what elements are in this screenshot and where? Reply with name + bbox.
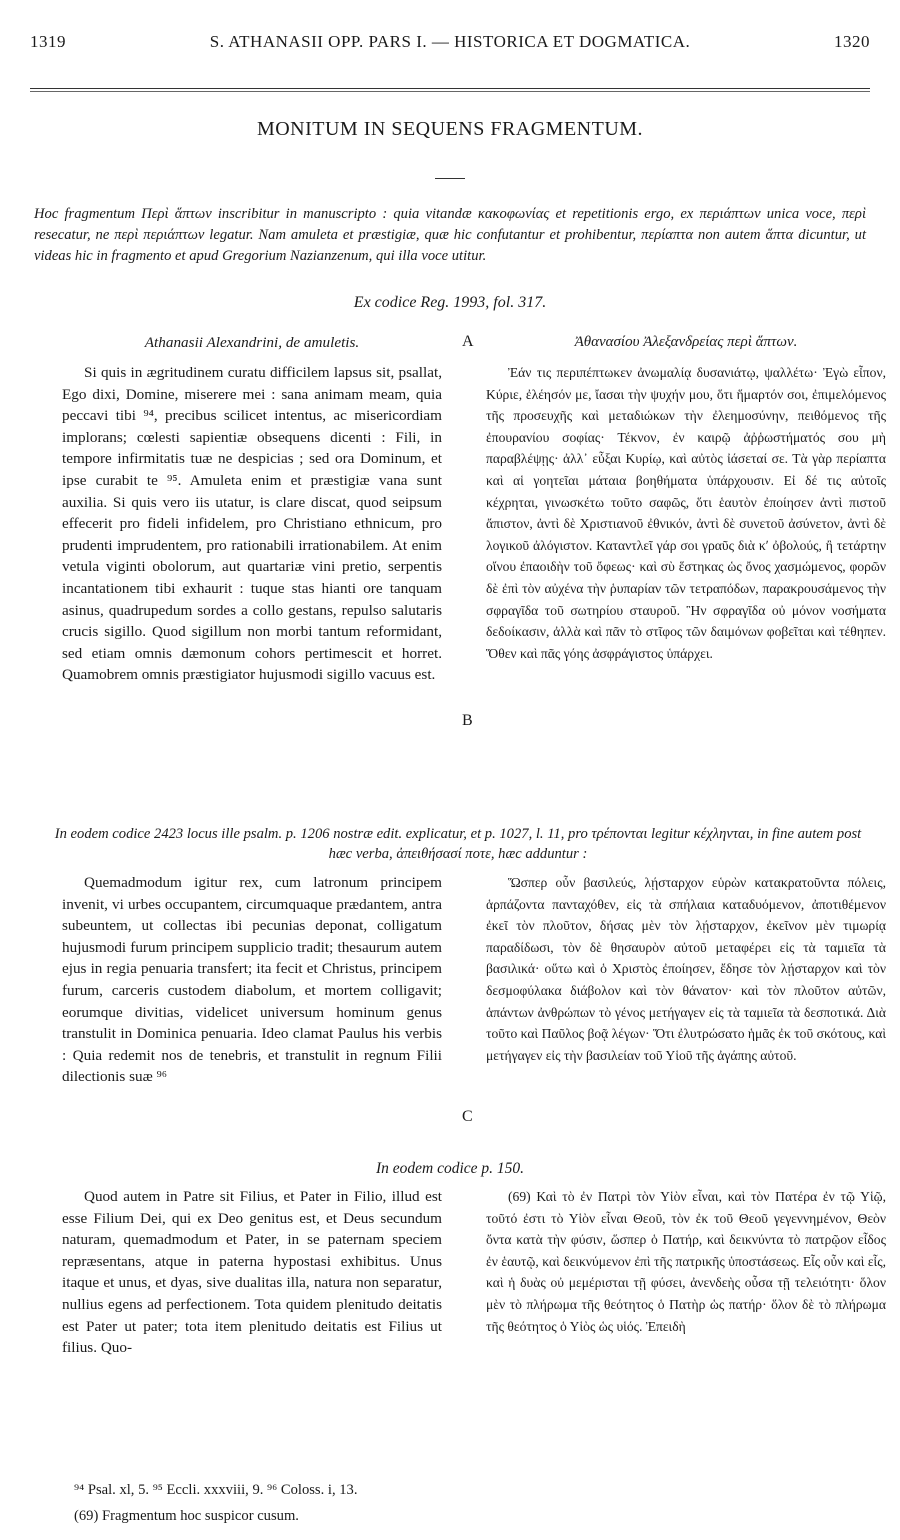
intro-paragraph: Hoc fragmentum Περὶ ἅπτων inscribitur in manuscripto : quia vitandæ κακοφωνίας et repetitionis ergo, ex περιάπτων unica voce, περὶ resecatur, ne περὶ περιάπτων legatur. Nam amuleta et præstigiæ, quæ hic confutantur et prohibentur, περίαπτα non autem ἅπτα dicuntur, ut videas hic in fragmento et apud Gregorium Nazianzenum, qui illa voce utitur. [34,206,866,264]
latin-text-2: Quemadmodum igitur rex, cum latronum principem invenit, vi urbes occupantem, circumquaque prædantem, antra subeuntem, ut collectas ibi pecunias deponat, colligatum hujusmodi furum principem supplicio tradit; thesaurum autem ejus in regia penuaria transfert; ita fecit et Christus, principem furum, carceris custodem diabolum, et mortem colligavit; eorumque divitias, videlicet universum hominum genus transtulit in Dominica penuaria. Ideo clamat Paulus his verbis : Quia redemit nos de tenebris, et transtulit in regnum Filii dilectionis suæ ⁹⁶ [62,874,442,1086]
header-rule [30,88,870,89]
running-title: S. ATHANASII OPP. PARS I. — HISTORICA ET DOGMATICA. [209,32,691,51]
latin-column-3 [62,1186,442,1476]
title-dash [435,178,465,179]
latin-column-1 [62,362,442,814]
greek-text-2: Ὥσπερ οὖν βασιλεύς, λῄσταρχον εὑρὼν κατακρατοῦντα πόλεις, ἁρπάζοντα πανταχόθεν, εἰς τὰ σπήλαια καταδυόμενον, ἀποτιθέμενον ἐκεῖ τὸν πλοῦτον, δήσας μὲν τὸν λῄσταρχον, ἐκεῖνον μὲν τιμωρίᾳ παραδίδωσι, τὸν δὲ θησαυρὸν αὐτοῦ μεταφέρει εἰς τὰ ταμιεῖα τὰ βασιλικά· οὕτω καὶ ὁ Χριστὸς ἐποίησεν, ἔδησε τὸν λῄσταρχον καὶ τὸν δεσμοφύλακα διάβολον καὶ τὸν θάνατον· καὶ τὸν πλοῦτον αὐτῶν, ἁπάντων ἀνθρώπων τὸ γένος μετήγαγεν εἰς τὰ ταμιεῖα τὰ δεσποτικά. Διὰ τοῦτο καὶ Παῦλος βοᾷ λέγων· Ὅτι ἐλυτρώσατο ἡμᾶς ἐκ τοῦ σκότους, καὶ μετήγαγεν εἰς τὴν βασιλείαν τοῦ Υἱοῦ τῆς ἀγάπης αὐτοῦ. [486,875,886,1063]
greek-heading: Ἀθανασίου Ἀλεξανδρείας περὶ ἅπτων. [574,334,798,350]
latin-column-2 [62,872,442,1154]
source-citation: Ex codice Reg. 1993, fol. 317. [353,294,547,311]
sub-source-citation: In eodem codice p. 150. [375,1160,525,1177]
page-title: MONITUM IN SEQUENS FRAGMENTUM. [256,118,644,140]
latin-heading: Athanasii Alexandrini, de amuletis. [144,334,360,351]
latin-text-3: Quod autem in Patre sit Filius, et Pater in Filio, illud est esse Filium Dei, qui ex Deo genitus est, et Deus secundum naturam, quemadmodum et Pater, in se paternam speciem repræsentans, atque in paterna hypostasi exhibitus. Unus itaque et unus, et dyas, sive dualitas illa, natura non separatur, nullius egens ad perfectionem. Tota quidem plenitudo deitatis est Pater ut pater; tota item plenitudo deitatis est Filius ut filius. Quo- [62,1188,442,1357]
page-number-left: 1319 [30,32,66,51]
footnote-refs: ⁹⁴ Psal. xl, 5. ⁹⁵ Eccli. xxxviii, 9. ⁹⁶ Coloss. i, 13. [74,1482,358,1498]
codex-note: In eodem codice 2423 locus ille psalm. p. 1206 nostræ edit. explicatur, et p. 1027, l. 11, pro τρέπονται legitur κέχληνται, in fine autem post hæc verba, ἀπειθήσασί ποτε, hæc adduntur : [54,826,862,862]
greek-text-1: Ἐάν τις περιπέπτωκεν ἀνωμαλίᾳ δυσανιάτῳ, ψαλλέτω· Ἐγὼ εἶπον, Κύριε, ἐλέησόν με, ἴασαι τὴν ψυχήν μου, ὅτι ἥμαρτόν σοι, ἐπιμελόμενος τῆς προσευχῆς καὶ μεταδιώκων τὴν ἐλεημοσύνην, πειθόμενος τῆς ἐπουρανίου σοφίας· Τέκνον, ἐν καιρῷ ἀῤῥωστήματός σου μὴ παραβλέψῃς· ἀλλ᾽ εὖξαι Κυρίῳ, καὶ αὐτὸς ἰάσεταί σε. Τὰ γὰρ περίαπτα καὶ αἱ γοητεῖαι μάταια βοηθήματα ὑπάρχουσιν. Εἰ δέ τις αὐτοῖς κέχρηται, γινωσκέτω τοῦτο σαφῶς, ὅτι ἑαυτὸν ἐποίησεν ἀντὶ πιστοῦ ἄπιστον, ἀντὶ δὲ Χριστιανοῦ ἐθνικόν, ἀντὶ δὲ συνετοῦ ἀσύνετον, ἀντὶ δὲ λογικοῦ ἀλόγιστον. Καταντλεῖ γάρ σοι γραῦς διὰ κʹ ὀβολούς, ἢ τετάρτην οἴνου ἐπαοιδὴν τοῦ ὄφεως· καὶ σὺ ἕστηκας ὡς ὄνος χασμώμενος, φορῶν δὲ ἐπὶ τὸν αὐχένα τὴν ῥυπαρίαν τῶν τετραπόδων, παρακρουσάμενος τὴν σφραγῖδα τοῦ σωτηρίου σταυροῦ. Ἣν σφραγῖδα οὐ μόνον νοσήματα δεδοίκασιν, ἀλλὰ καὶ πᾶν τὸ στῖφος τῶν δαιμόνων φοβεῖται καὶ τέθηπεν. Ὅθεν καὶ πᾶς γόης ἀσφράγιστος ὑπάρχει. [486,365,886,661]
greek-column-1 [486,362,886,814]
greek-column-2 [486,872,886,1154]
latin-text-1: Si quis in ægritudinem curatu difficilem lapsus sit, psallat, Ego dixi, Domine, miserere mei : sana animam meam, quia peccavi tibi ⁹⁴, precibus scilicet intentus, ac misericordiam implorans; cœlesti sapientiæ obsequens dicenti : Fili, in tempore infirmitatis tuæ ne despicias ; sed ora Dominum, et ipse curabit te ⁹⁵. Amuleta enim et præstigiæ vana sunt auxilia. Si quis vero iis utatur, is clare discat, quod seipsum effecerit pro fideli infidelem, pro Christiano ethnicum, pro prudenti imprudentem, pro rationabili irrationabilem. At enim vetula viginti obolorum, aut quartariæ vini pretio, serpentis incantationem tibi exhaurit : tuque stas hianti ore tanquam asinus, quadrupedum sordes a collo gestans, repulso salutaris crucis sigillo. Quod sigillum non morbi tantum reformidant, sed etiam omnis dæmonum cohors pertimescit et horret. Quamobrem omnis præstigiator hujusmodi sigillo vacuus est. [62,364,442,684]
margin-marker-b: B [462,712,473,729]
header-rule-double [30,91,870,92]
greek-text-3: (69) Καὶ τὸ ἐν Πατρὶ τὸν Υἱὸν εἶναι, καὶ τὸν Πατέρα ἐν τῷ Υἱῷ, τοῦτό ἐστι τὸ Υἱὸν εἶναι Θεοῦ, τὸν ἐκ τοῦ Θεοῦ γεγεννημένον, Θεὸν ὄντα κατὰ τὴν φύσιν, ὥσπερ ὁ Πατήρ, καὶ δεικνύντα τὸ πατρῷον εἶδος ἐν ἑαυτῷ, καὶ δεικνύμενον ἐπὶ τῆς πατρικῆς ὑποστάσεως. Εἷς οὖν καὶ εἷς, καὶ ἡ δυὰς οὐ μεμέρισται τῇ φύσει, ἀνενδεὴς οὖσα τῇ τελειότητι· ὅλον μὲν τὸ πλήρωμα τῆς θεότητος ὁ Πατὴρ ὡς πατήρ· ὅλον δὲ τὸ πλήρωμα τῆς θεότητος ὁ Υἱὸς ὡς υἱός. Ἐπειδὴ [486,1189,886,1334]
margin-marker-a: A [462,333,474,350]
margin-marker-c: C [462,1108,473,1125]
greek-column-3 [486,1186,886,1476]
page-number-right: 1320 [834,32,870,51]
footnote-69: (69) Fragmentum hoc suspicor cusum. [74,1508,299,1524]
running-head [30,32,870,56]
